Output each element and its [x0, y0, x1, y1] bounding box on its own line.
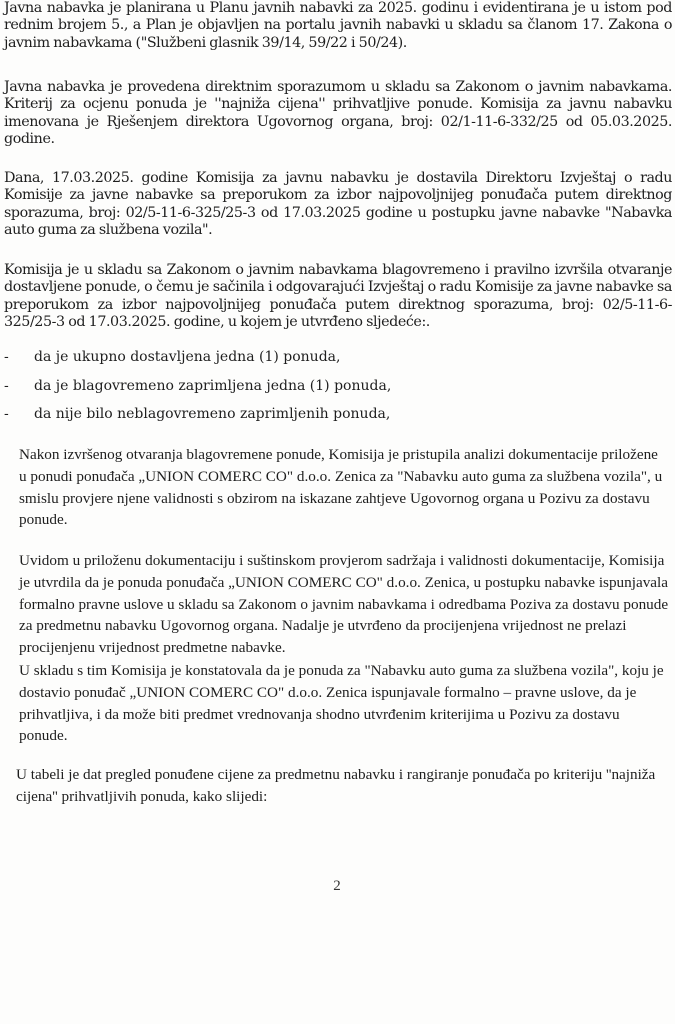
bullet-marker: -	[4, 406, 9, 422]
paragraph-table-intro: U tabeli je dat pregled ponuđene cijene za predmetnu nabavku i rangiranje ponuđača po kriteriju ''najniža cijena'' prihvatljivih ponuda, kako slijedi:	[16, 766, 656, 805]
paragraph-direct-agreement: Javna nabavka je provedena direktnim sporazumom u skladu sa Zakonom o javnim nabavkama. Kriterij za ocjenu ponuda je ''najniža cijena'' prihvatljive ponude. Komisija za javnu nabavku imenovana je Rješenjem direktora Ugovornog organa, broj: 02/1-11-6-332/25 od 05.03.2025. godine.	[4, 79, 672, 147]
list-item-text: da je blagovremeno zaprimljena jedna (1) ponuda,	[34, 378, 392, 394]
paragraph-opening: Komisija je u skladu sa Zakonom o javnim nabavkama blagovremeno i pravilno izvršila otvaranje dostavljene ponude, o čemu je sačinila i odgovarajući Izvještaj o radu Komisije za javne nabavke sa preporukom za izbor najpovoljnijeg ponuđača putem direktnog sporazuma, broj: 02/5-11-6-325/25-3 od 17.03.2025. godine, u kojem je utvrđeno sljedeće:.	[4, 262, 672, 330]
list-item	[4, 348, 604, 366]
list-item	[4, 405, 604, 423]
list-item	[4, 377, 604, 395]
paragraph-plan: Javna nabavka je planirana u Planu javnih nabavki za 2025. godinu i evidentirana je u istom pod rednim brojem 5., a Plan je objavljen na portalu javnih nabavki u skladu sa članom 17. Zakona o javnim nabavkama ("Službeni glasnik 39/14, 59/22 i 50/24).	[4, 0, 672, 51]
paragraph-analysis: Nakon izvršenog otvaranja blagovremene ponude, Komisija je pristupila analizi dokumentacije priložene u ponudi ponuđača „UNION COMERC CO" d.o.o. Zenica za "Nabavku auto guma za službena vozila", u smislu provjere njene validnosti s obzirom na iskazane zahtjeve Ugovornog organa u Pozivu za dostavu ponude.	[19, 446, 663, 529]
paragraph-report-date: Dana, 17.03.2025. godine Komisija za javnu nabavku je dostavila Direktoru Izvještaj o radu Komisije za javne nabavke sa preporukom za izbor najpovoljnijeg ponuđača putem direktnog sporazuma, broj: 02/5-11-6-325/25-3 od 17.03.2025 godine u postupku javne nabavke "Nabavka auto guma za službena vozila".	[4, 170, 672, 238]
list-item-text: da je ukupno dostavljena jedna (1) ponuda,	[34, 349, 341, 365]
bullet-marker: -	[4, 349, 9, 365]
bullet-marker: -	[4, 378, 9, 394]
paragraph-validity: Uvidom u priloženu dokumentaciju i suštinskom provjerom sadržaja i validnosti dokumentacije, Komisija je utvrdila da je ponuda ponuđača „UNION COMERC CO" d.o.o. Zenica, u postupku nabavke ispunjavala formalno pravne uslove u skladu sa Zakonom o javnim nabavkama i odredbama Poziva za dostavu ponude za predmetnu nabavku Ugovornog organa. Nadalje je utvrđeno da procijenjena vrijednost ne prelazi procijenjenu vrijednost predmetne nabavke.	[19, 552, 669, 657]
paragraph-conclusion: U skladu s tim Komisija je konstatovala da je ponuda za "Nabavku auto guma za službena vozila", koju je dostavio ponuđač „UNION COMERC CO" d.o.o. Zenica ispunjavale formalno – pravne uslove, da je prihvatljiva, i da može biti predmet vrednovanja shodno utvrđenim kriterijima u Pozivu za dostavu ponude.	[19, 662, 664, 745]
list-item-text: da nije bilo neblagovremeno zaprimljenih ponuda,	[34, 406, 391, 422]
page-number: 2	[333, 878, 341, 894]
